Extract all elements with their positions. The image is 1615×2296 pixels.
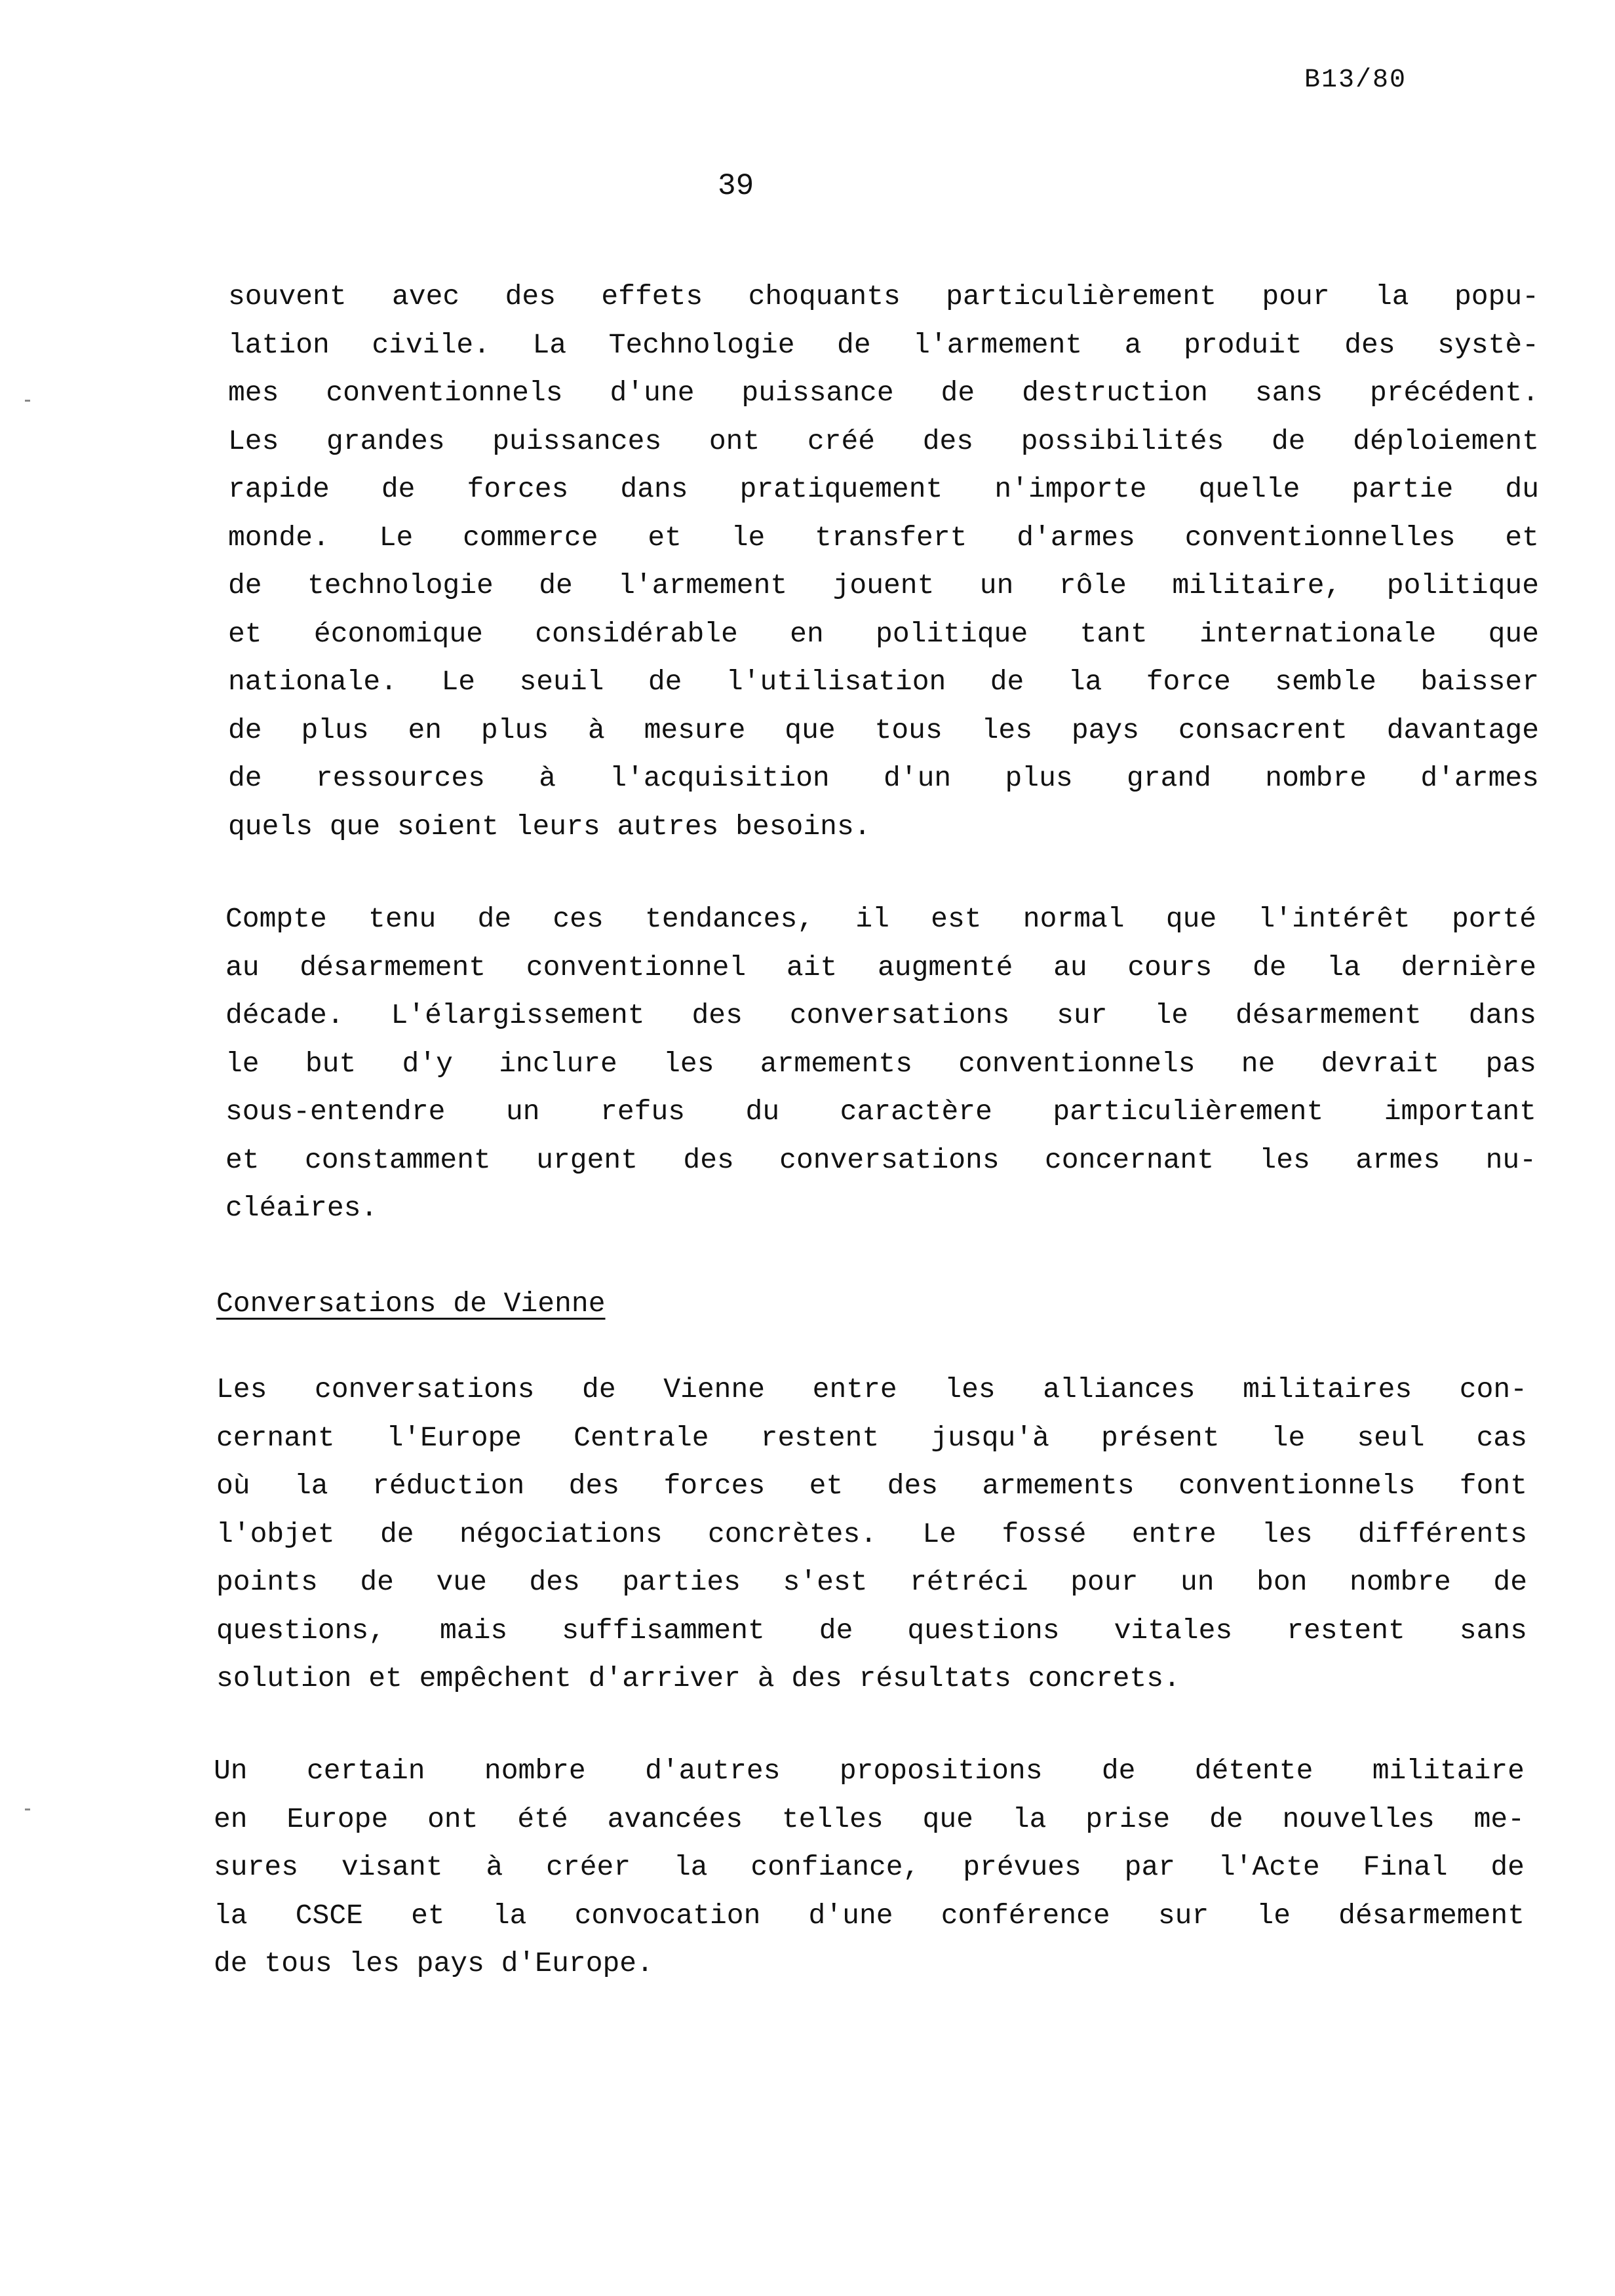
text-line: Les conversations de Vienne entre les alliances militaires con-: [216, 1373, 1527, 1406]
text-line: de tous les pays d'Europe.: [214, 1947, 653, 1980]
text-line: de technologie de l'armement jouent un rôle militaire, politique: [228, 569, 1539, 602]
margin-mark: [25, 1808, 30, 1810]
text-line: Les grandes puissances ont créé des possibilités de déploiement: [228, 425, 1539, 457]
text-line: cléaires.: [225, 1192, 378, 1224]
text-line: cernant l'Europe Centrale restent jusqu'à présent le seul cas: [216, 1421, 1527, 1454]
text-line: et constamment urgent des conversations concernant les armes nu-: [225, 1143, 1536, 1176]
text-line: de ressources à l'acquisition d'un plus grand nombre d'armes: [228, 762, 1539, 794]
text-line: sures visant à créer la confiance, prévues par l'Acte Final de: [214, 1851, 1525, 1883]
paragraph-4: [214, 1747, 1525, 1988]
text-line: au désarmement conventionnel ait augmenté au cours de la dernière: [225, 951, 1536, 984]
page-number: 39: [718, 169, 754, 203]
text-line: et économique considérable en politique tant internationale que: [228, 617, 1539, 650]
text-line: la CSCE et la convocation d'une conférence sur le désarmement: [214, 1899, 1525, 1932]
text-line: l'objet de négociations concrètes. Le fossé entre les différents: [216, 1518, 1527, 1550]
text-line: en Europe ont été avancées telles que la prise de nouvelles me-: [214, 1803, 1525, 1835]
text-line: sous-entendre un refus du caractère particulièrement important: [225, 1096, 1536, 1128]
text-line: questions, mais suffisamment de questions vitales restent sans: [216, 1614, 1527, 1647]
text-line: souvent avec des effets choquants particulièrement pour la popu-: [228, 280, 1539, 313]
text-line: Compte tenu de ces tendances, il est normal que l'intérêt porté: [225, 903, 1536, 935]
text-line: rapide de forces dans pratiquement n'importe quelle partie du: [228, 473, 1539, 505]
text-line: quels que soient leurs autres besoins.: [228, 810, 871, 843]
text-line: décade. L'élargissement des conversations sur le désarmement dans: [225, 999, 1536, 1031]
text-line: lation civile. La Technologie de l'armement a produit des systè-: [228, 328, 1539, 361]
text-line: Un certain nombre d'autres propositions de détente militaire: [214, 1755, 1525, 1787]
document-reference: B13/80: [1304, 66, 1407, 95]
margin-mark: [25, 400, 30, 402]
text-line: de plus en plus à mesure que tous les pays consacrent davantage: [228, 714, 1539, 746]
text-line: points de vue des parties s'est rétréci pour un bon nombre de: [216, 1566, 1527, 1598]
paragraph-2: [225, 895, 1536, 1233]
text-line: nationale. Le seuil de l'utilisation de la force semble baisser: [228, 666, 1539, 698]
paragraph-3: [216, 1366, 1527, 1703]
text-line: solution et empêchent d'arriver à des résultats concrets.: [216, 1662, 1180, 1694]
text-line: mes conventionnels d'une puissance de destruction sans précédent.: [228, 377, 1539, 409]
text-line: monde. Le commerce et le transfert d'armes conventionnelles et: [228, 521, 1539, 554]
section-heading: Conversations de Vienne: [216, 1288, 606, 1320]
text-line: le but d'y inclure les armements conventionnels ne devrait pas: [225, 1047, 1536, 1080]
text-line: où la réduction des forces et des armements conventionnels font: [216, 1470, 1527, 1502]
paragraph-1: [228, 273, 1539, 851]
